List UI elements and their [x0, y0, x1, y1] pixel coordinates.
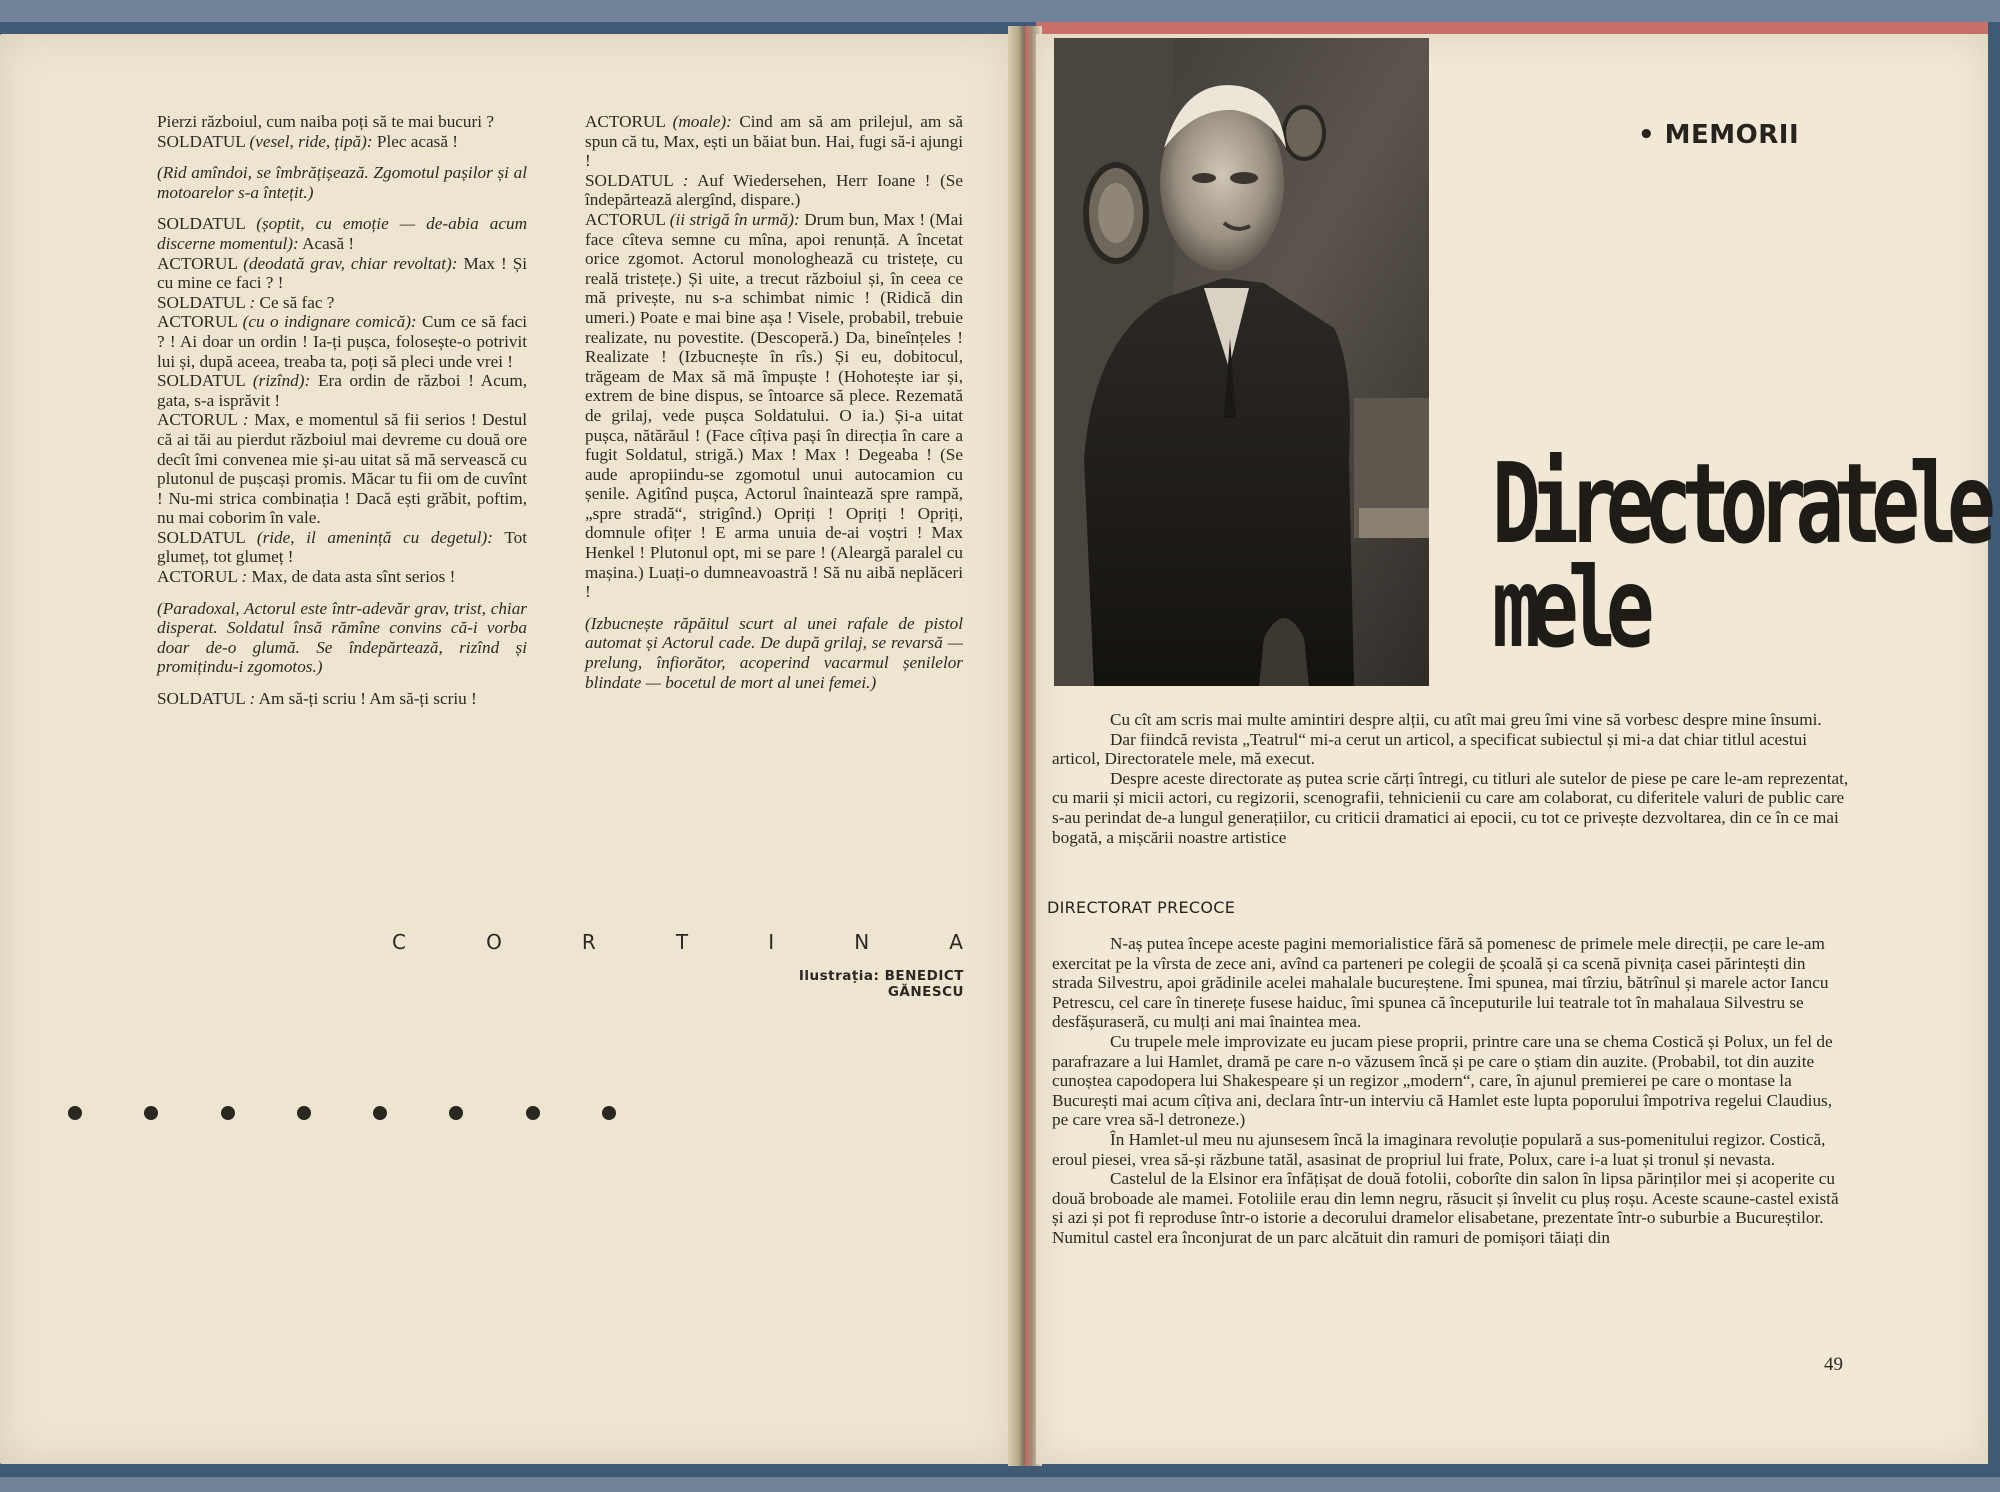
speech-text: Max, de data asta sînt serios !: [251, 567, 456, 587]
page-number: 49: [1824, 1354, 1843, 1375]
decorative-dot: [602, 1106, 616, 1120]
speech-text: Cind am să am prilejul, am să spun că tu, Max, ești un băiat bun. Hai, fugi să-i ajungi !: [585, 112, 963, 171]
speaker-name: SOLDATUL: [585, 170, 674, 190]
speaker-name: ACTORUL: [585, 112, 666, 131]
body-paragraph: N-aș putea începe aceste pagini memorialistice fără să pomenesc de primele mele direcții, pe care le-am exercitat pe la vîrsta de zece ani, avînd ca parteneri pe colegii de școală și ca scenă pivnița casei părintești din strada Silvestru, apoi grădinile acelei mahalale bucureștene. Îmi spunea, mai tîrziu, bătrînul și marele actor Iancu Petrescu, cel care în tinerețe fusese haiduc, îmi spunea că începuturile lui teatrale tot în mahalaua Silvestru se desfășuraseră, cu mulți ani mai înaintea mea.: [1052, 934, 1829, 1032]
stage-direction-inline: (șoptit, cu emoție — de-abia acum discerne momentul):: [157, 214, 527, 253]
article-title-line-1: Directoratele: [1492, 439, 1985, 569]
speech-text: Acasă !: [302, 233, 355, 253]
stage-direction-inline: :: [241, 567, 248, 587]
speech-text: Tot glumeț, tot glumeț !: [157, 527, 528, 567]
dialogue-line: [157, 112, 527, 132]
speaker-name: ACTORUL: [585, 209, 666, 229]
stage-direction-inline: (vesel, ride, țipă):: [249, 131, 373, 151]
stage-direction-inline: (cu o indignare comică):: [242, 312, 417, 332]
cortina-letter: C: [392, 930, 407, 954]
section-tag-memorii: • MEMORII: [1638, 120, 1800, 150]
decorative-dots-row: [68, 1106, 616, 1120]
stage-direction-inline: :: [249, 689, 256, 709]
speech-text: Auf Wiedersehen, Herr Ioane ! (Se îndepărtează alergînd, dispare.): [585, 170, 963, 210]
speech-text: Era ordin de război ! Acum, gata, s-a isprăvit !: [157, 371, 528, 410]
speech-text: Ce să fac ?: [259, 292, 335, 312]
speaker-name: SOLDATUL: [157, 131, 246, 151]
stage-direction-inline: :: [242, 410, 249, 430]
article-body: [1052, 934, 1850, 1248]
cortina-letter: R: [581, 930, 597, 954]
cortina-heading: [392, 930, 964, 954]
stage-direction-inline: (ride, il amenință cu degetul):: [256, 527, 493, 547]
speech-text: Max ! Și cu mine ce faci ? !: [157, 253, 528, 293]
decorative-dot: [449, 1106, 463, 1120]
body-paragraph: În Hamlet-ul meu nu ajunsesem încă la imaginara revoluție populară a sus-pomenitului regizor. Costică, eroul piesei, vrea să-și răzbune tatăl, asasinat de propriul lui frate, Polux, care i-a luat și tronul și nevasta.: [1052, 1129, 1826, 1169]
dialogue-line: [157, 293, 527, 313]
cortina-letter: O: [486, 930, 503, 954]
decorative-dot: [373, 1106, 387, 1120]
article-title-line-2: mele: [1492, 543, 1644, 673]
dialogue-line: [157, 689, 527, 709]
speaker-name: SOLDATUL: [157, 292, 246, 312]
left-column-2: [585, 112, 963, 692]
dialogue-line: [585, 171, 963, 210]
speech-text: Plec acasă !: [376, 131, 459, 151]
illustration-credit: Ilustrația: BENEDICT GĂNESCU: [798, 968, 964, 1000]
stage-direction-text: (Paradoxal, Actorul este într-adevăr grav, trist, chiar disperat. Soldatul însă rămîne convins că-i vorba doar de-o glumă. Se îndepărtează, rizînd și promițindu-i zgomotos.): [157, 598, 527, 677]
speaker-name: SOLDATUL: [157, 371, 246, 391]
dialogue-line: [157, 132, 527, 152]
stage-direction-inline: (rizînd):: [252, 371, 311, 391]
speaker-name: SOLDATUL: [157, 214, 246, 234]
speech-text: Cum ce să faci ? ! Ai doar un ordin ! Ia-ți pușca, folosește-o potrivit lui și, după aceea, treaba ta, poți să pleci unde vrei !: [157, 312, 527, 371]
portrait-photo: [1054, 38, 1429, 686]
dialogue-line: [157, 410, 527, 528]
stage-direction-inline: :: [682, 170, 689, 190]
left-column-1: [157, 112, 527, 709]
cortina-letter: N: [854, 930, 871, 954]
section-subhead: DIRECTORAT PRECOCE: [1047, 898, 1236, 917]
stage-direction-inline: (deodată grav, chiar revoltat):: [243, 253, 458, 273]
portrait-photo-illustration: [1054, 38, 1429, 686]
speaker-name: SOLDATUL: [157, 527, 246, 547]
intro-paragraph: Cu cît am scris mai multe amintiri despre alții, cu atît mai greu îmi vine să vorbesc despre mine însumi.: [1110, 710, 1822, 729]
stage-direction: [585, 614, 963, 692]
cortina-letter: I: [768, 930, 776, 954]
speaker-name: ACTORUL: [157, 410, 238, 430]
stage-direction-text: (Rid amîndoi, se îmbrățișează. Zgomotul pașilor și al motoarelor s-a întețit.): [157, 163, 527, 202]
cortina-letter: T: [675, 930, 690, 954]
stage-direction-inline: :: [249, 292, 256, 312]
cortina-letter: A: [949, 930, 964, 954]
intro-paragraph: Dar fiindcă revista „Teatrul“ mi-a cerut un articol, a specificat subiectul și mi-a dat chiar titlul acestui articol, Directoratele mele, mă execut.: [1052, 729, 1807, 769]
left-page: [0, 34, 1012, 1464]
dialogue-line: [157, 312, 527, 371]
speaker-name: SOLDATUL: [157, 689, 246, 709]
dialogue-line: [157, 528, 527, 567]
decorative-dot: [68, 1106, 82, 1120]
decorative-dot: [297, 1106, 311, 1120]
stage-direction-text: (Izbucnește răpăitul scurt al unei rafale de pistol automat și Actorul cade. De după grilaj, se revarsă — prelung, înfiorător, acoperind vacarmul șenilelor blindate — bocetul de mort al unei femei.): [585, 613, 963, 692]
article-intro: [1052, 710, 1850, 847]
top-edge-band: [1036, 22, 1988, 34]
decorative-dot: [221, 1106, 235, 1120]
stage-direction: [157, 163, 527, 202]
stage-direction-inline: (moale):: [672, 112, 732, 131]
speech-text: Am să-ți scriu ! Am să-ți scriu !: [258, 689, 477, 709]
dialogue-line: [157, 214, 527, 253]
decorative-dot: [526, 1106, 540, 1120]
speech-text: Drum bun, Max ! (Mai face cîteva semne cu mîna, apoi renunță. A încetat orice zgomot. Actorul monologhează cu tristețe, cu reală tristețe.) Și uite, a trecut războiul și, în ceea ce mă privește, nu s-a schimbat nimic ! (Ridică din umeri.) Poate e mai bine așa ! Visele, probabil, trebuie realizate, nu povestite. (Descoperă.) Da, bineînțeles ! Realizate ! (Izbucnește în rîs.) Și eu, dobitocul, trăgeam de Max să mă împuște ! (Hohotește iar și, extrem de bine dispus, se întoarce să plece. Rezemată de grilaj, vede pușca Soldatului. O ia.) Și-a uitat pușca, nătărăul ! (Face cîțiva pași în direcția în care a fugit Soldatul, strigă.) Max ! Max ! Degeaba ! (Se aude apropiindu-se zgomotul unui autocamion cu șenile. Agitînd pușca, Actorul înaintează spre rampă, „spre stradă“, strigînd.) Opriți ! Opriți ! Opriți, domnule ofițer ! E arma unuia de-ai voștri ! Max Henkel ! Plutonul opt, mi se pare ! (Aleargă paralel cu mașina.) Luați-o dumneavoastră ! Să nu aibă neplăceri !: [585, 209, 963, 602]
intro-paragraph: Despre aceste directorate aș putea scrie cărți întregi, cu titluri ale sutelor de piese pe care le-am reprezentat, cu marii și micii actori, cu regizorii, scenografii, tehnicienii cu care am colaborat, cu diferitele valuri de public care s-au perindat de-a lungul generațiilor, cu criticii dramatici ai epocii, cu tot ce privește dezvoltarea, din ce în ce mai bogată, a mișcării noastre artistice: [1052, 768, 1849, 847]
dialogue-line: [157, 567, 527, 587]
speech-text: Max, e momentul să fii serios ! Destul că ai tăi au pierdut războiul mai devreme cu două ore decît îmi convenea mie și-au uitat să mă servească cu plutonul de pușcași promis. Măcar tu fii om de cuvînt ! Nu-mi strica combinația ! Dacă ești grăbit, poftim, nu mai coborim în vale.: [157, 410, 527, 528]
dialogue-line: [157, 371, 527, 410]
decorative-dot: [144, 1106, 158, 1120]
dialogue-text: Pierzi războiul, cum naiba poți să te mai bucuri ?: [157, 112, 494, 131]
speaker-name: ACTORUL: [157, 312, 238, 332]
speaker-name: ACTORUL: [157, 567, 238, 587]
body-paragraph: Cu trupele mele improvizate eu jucam piese proprii, printre care una se chema Costică și Polux, un fel de parafrazare a lui Hamlet, dramă pe care n-o văzusem încă și pe care o știam din auzite. (Probabil, tot din auzite cunoștea capodopera lui Shakespeare și un regizor „modern“, care, în ajunul premierei pe care o montase la București mai acum cîțiva ani, declara într-un interviu că Hamlet este lupta poporului împotriva regelui Claudius, pe care vrea să-l detroneze.): [1052, 1031, 1833, 1130]
dialogue-line: [157, 254, 527, 293]
body-paragraph: Castelul de la Elsinor era înfățișat de două fotolii, coborîte din salon în lipsa părinților mei și acoperite cu două broboade ale mamei. Fotoliile erau din lemn negru, răsucit și învelit cu pluș roșu. Aceste scaune-castel există și azi și pot fi reproduse într-o istorie a decorului dramelor elisabetane, prezentate într-o suburbie a Bucureștilor. Numitul castel era înconjurat de un parc alcătuit din ramuri de pomișori tăiați din: [1052, 1169, 1839, 1247]
dialogue-line: [585, 112, 963, 171]
dialogue-line: [585, 210, 963, 602]
stage-direction: [157, 599, 527, 677]
speaker-name: ACTORUL: [157, 253, 238, 273]
stage-direction-inline: (ii strigă în urmă):: [669, 209, 800, 229]
article-title: [1492, 439, 1985, 673]
